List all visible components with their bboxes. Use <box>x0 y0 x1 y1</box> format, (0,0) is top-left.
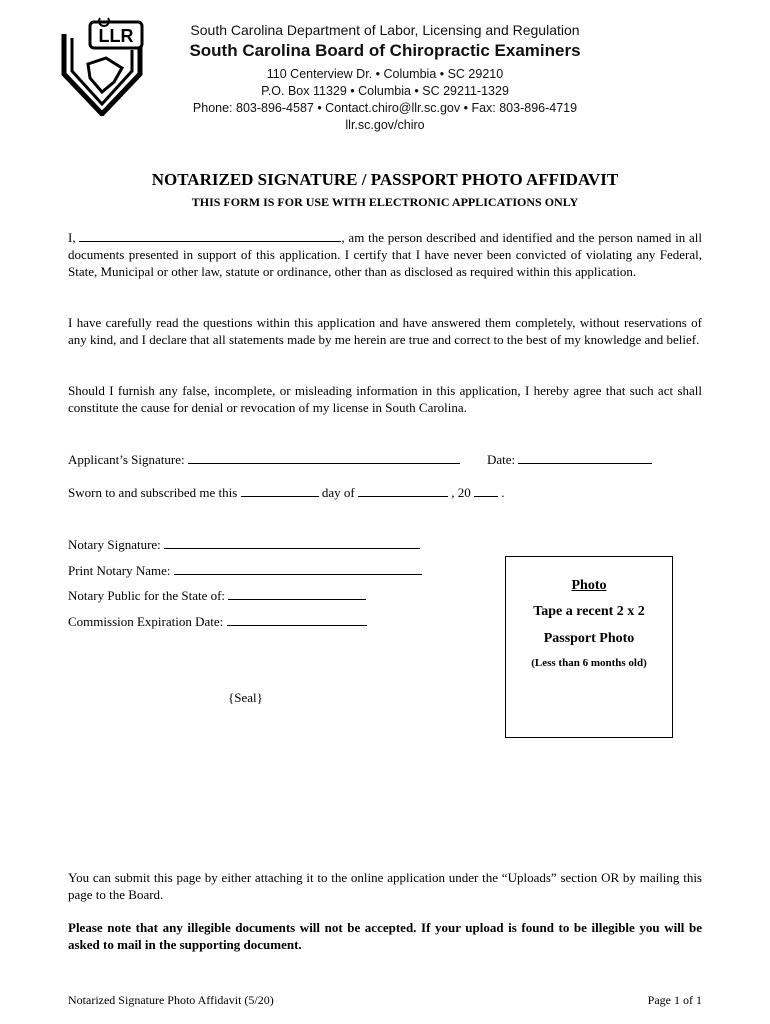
sworn-day-of-label: day of <box>321 485 355 500</box>
print-notary-name-field[interactable] <box>174 562 422 575</box>
submission-instructions: You can submit this page by either attaching it to the online application under the “Uploads” section OR by mailing this page to the Board. <box>68 870 702 902</box>
commission-expiration-field[interactable] <box>227 613 367 626</box>
paragraph-text: , am the person described and identified and the person named in all documents presented in support of this application. I certify that I have never been convicted of violating any Federal, State, Municipal or other law, statute or ordinance, other than as disclosed as required within this application. <box>68 230 703 279</box>
sworn-month-field[interactable] <box>358 484 448 497</box>
date-row <box>487 451 652 468</box>
notary-state-label: Notary Public for the State of: <box>68 588 226 603</box>
date-label: Date: <box>487 452 516 467</box>
photo-box-title: Photo <box>571 578 607 593</box>
applicant-signature-field[interactable] <box>188 451 460 464</box>
certification-paragraph <box>68 229 702 280</box>
notary-state-field[interactable] <box>228 587 366 600</box>
applicant-name-field[interactable] <box>79 229 341 242</box>
sworn-period: . <box>501 485 505 500</box>
footer-page-number: Page 1 of 1 <box>647 993 702 1007</box>
llr-logo <box>60 16 144 116</box>
street-address: 110 Centerview Dr. • Columbia • SC 29210 <box>266 67 504 81</box>
photo-box-age-note: (Less than 6 months old) <box>531 657 647 669</box>
agency-name: South Carolina Department of Labor, Licensing and Regulation <box>190 22 580 38</box>
passport-photo-box <box>505 556 673 738</box>
board-name: South Carolina Board of Chiropractic Examiners <box>189 41 581 60</box>
photo-box-instruction: Tape a recent 2 x 2 <box>533 604 645 619</box>
print-notary-name-label: Print Notary Name: <box>68 563 171 578</box>
commission-expiration-label: Commission Expiration Date: <box>68 614 224 629</box>
applicant-signature-label: Applicant’s Signature: <box>68 452 185 467</box>
sworn-year-field[interactable] <box>474 484 498 497</box>
sworn-year-prefix: , 20 <box>451 485 471 500</box>
commission-expiration-row <box>68 613 367 630</box>
form-title: NOTARIZED SIGNATURE / PASSPORT PHOTO AFFIDAVIT <box>151 170 619 189</box>
declaration-paragraph: I have carefully read the questions within this application and have answered them completely, without reservations of any kind, and I declare that all statements made by me herein are true and correct to the best of my knowledge and belief. <box>68 315 702 347</box>
false-information-paragraph: Should I furnish any false, incomplete, or misleading information in this application, I hereby agree that such act shall constitute the cause for denial or revocation of my license in South Carolina. <box>68 383 702 415</box>
website: llr.sc.gov/chiro <box>345 118 425 132</box>
po-box-address: P.O. Box 11329 • Columbia • SC 29211-1329 <box>261 84 509 98</box>
applicant-signature-row <box>68 451 460 468</box>
sworn-label: Sworn to and subscribed me this <box>68 485 238 500</box>
notary-signature-label: Notary Signature: <box>68 537 161 552</box>
contact-line: Phone: 803-896-4587 • Contact.chiro@llr.sc.gov • Fax: 803-896-4719 <box>192 101 578 115</box>
sworn-row <box>68 484 504 501</box>
notary-signature-row <box>68 536 420 553</box>
footer-form-name: Notarized Signature Photo Affidavit (5/20) <box>68 993 274 1007</box>
illegible-notice: Please note that any illegible documents will not be accepted. If your upload is found to be illegible you will be asked to mail in the supporting document. <box>68 920 702 952</box>
print-notary-name-row <box>68 562 422 579</box>
notary-signature-field[interactable] <box>164 536 420 549</box>
paragraph-lead: I, <box>68 230 76 245</box>
sworn-day-field[interactable] <box>241 484 319 497</box>
seal-placeholder: {Seal} <box>228 690 263 705</box>
form-subtitle: THIS FORM IS FOR USE WITH ELECTRONIC APPLICATIONS ONLY <box>191 195 579 209</box>
logo-text: LLR <box>98 26 134 46</box>
notary-state-row <box>68 587 366 604</box>
date-field[interactable] <box>518 451 652 464</box>
photo-box-type: Passport Photo <box>543 631 635 646</box>
